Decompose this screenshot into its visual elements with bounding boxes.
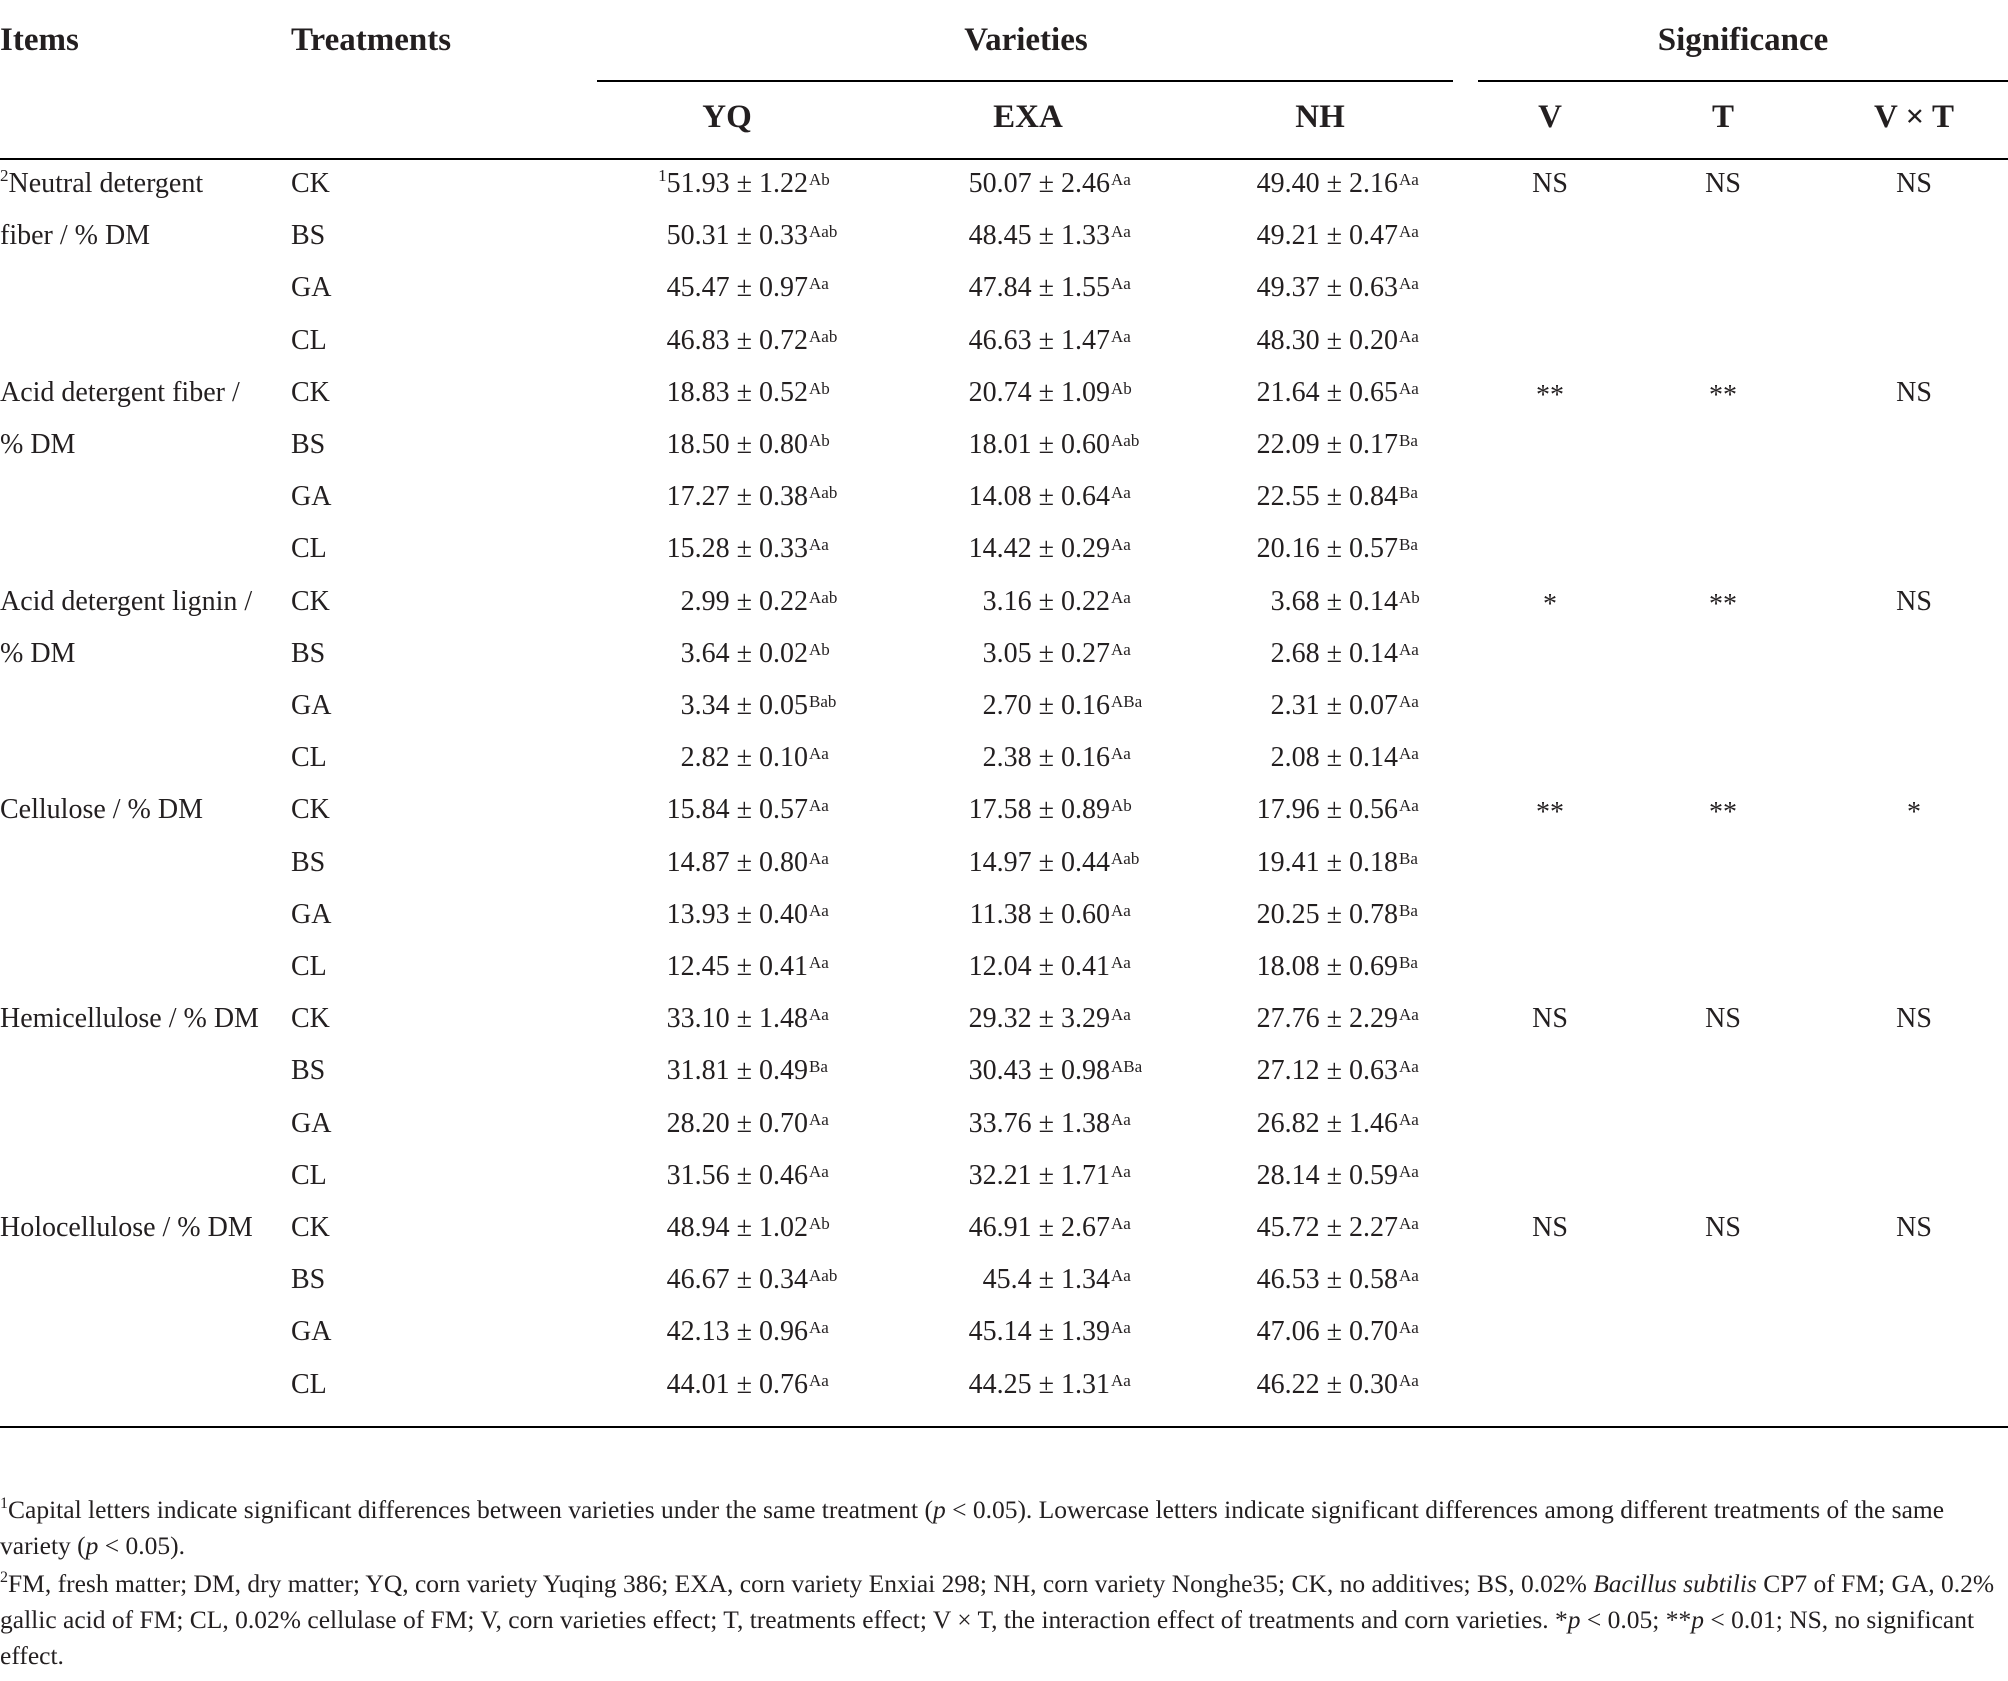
treatment-label: BS (291, 846, 326, 878)
significance-letters: Aa (1111, 744, 1131, 764)
value-cell-nh (1256, 794, 1419, 826)
value-mean-sd: 22.09 ± 0.17 (1256, 429, 1398, 460)
value-mean-sd: 2.38 ± 0.16 (982, 742, 1110, 774)
significance-letters: Aa (1111, 1266, 1131, 1286)
treatment-label: BS (291, 1264, 326, 1296)
item-label (0, 1005, 259, 1033)
item-label (0, 585, 253, 617)
value-cell-exa (982, 637, 1131, 669)
value-cell-exa (982, 690, 1143, 721)
table-bottom-rule (0, 1426, 2008, 1428)
value-cell-nh (1256, 1368, 1419, 1400)
value-cell-nh (1256, 533, 1418, 565)
value-cell-yq (666, 1159, 829, 1191)
value-cell-exa (968, 1212, 1131, 1243)
value-mean-sd: 46.91 ± 2.67 (968, 1212, 1110, 1243)
value-cell-nh (1256, 429, 1418, 460)
significance-letters: Aab (809, 326, 838, 346)
significance-vxt: NS (1896, 585, 1932, 617)
value-mean-sd: 13.93 ± 0.40 (666, 898, 808, 930)
significance-letters: Aa (1399, 326, 1419, 346)
significance-letters: Aa (1111, 1370, 1131, 1390)
item-label-text: Hemicellulose / % DM (0, 1003, 259, 1035)
item-label-text: fiber / % DM (0, 220, 151, 252)
value-mean-sd: 45.4 ± 1.34 (982, 1264, 1110, 1296)
value-cell-exa (969, 898, 1131, 930)
header-significance: Significance (1657, 22, 1829, 58)
significance-letters: Ab (1399, 587, 1420, 607)
value-cell-exa (968, 846, 1140, 878)
significance-letters: Ba (1399, 900, 1418, 920)
treatment-label: CL (291, 1368, 327, 1400)
value-cell-yq (666, 846, 829, 878)
significance-letters: Aa (1399, 1005, 1419, 1025)
significance-letters: Aa (1111, 639, 1131, 659)
significance-vxt: NS (1896, 376, 1932, 408)
value-mean-sd: 27.76 ± 2.29 (1256, 1003, 1398, 1035)
value-mean-sd: 47.06 ± 0.70 (1256, 1316, 1398, 1348)
value-mean-sd: 44.01 ± 0.76 (666, 1368, 808, 1400)
significance-t: ** (1709, 797, 1737, 829)
value-mean-sd: 2.08 ± 0.14 (1270, 742, 1398, 774)
significance-letters: Aab (809, 587, 838, 607)
value-cell-exa (968, 1107, 1131, 1139)
item-label-text: % DM (0, 429, 76, 460)
significance-letters: Ba (1399, 848, 1418, 868)
significance-letters: Aa (809, 1370, 829, 1390)
value-cell-nh (1270, 742, 1419, 774)
significance-letters: Aa (809, 274, 829, 294)
value-cell-yq (666, 272, 829, 304)
value-mean-sd: 18.01 ± 0.60 (968, 429, 1110, 460)
value-mean-sd: 44.25 ± 1.31 (968, 1368, 1110, 1400)
value-cell-exa (968, 1316, 1131, 1348)
significance-letters: Ba (1399, 535, 1418, 555)
header-col-exa: EXA (993, 99, 1063, 135)
value-cell-exa (968, 1003, 1131, 1035)
footnote-1-marker: 1 (0, 1495, 8, 1512)
value-cell-nh (1270, 585, 1420, 617)
value-mean-sd: 28.14 ± 0.59 (1256, 1159, 1398, 1191)
value-mean-sd: 12.04 ± 0.41 (968, 951, 1110, 982)
significance-v: * (1543, 588, 1557, 620)
treatment-label: BS (291, 637, 326, 669)
value-cell-exa (968, 220, 1131, 252)
value-cell-exa (968, 324, 1131, 356)
header-treatments: Treatments (291, 22, 452, 58)
value-mean-sd: 20.74 ± 1.09 (968, 376, 1110, 408)
significance-t: ** (1709, 379, 1737, 411)
significance-t: NS (1705, 1212, 1741, 1243)
value-mean-sd: 18.83 ± 0.52 (666, 376, 808, 408)
value-mean-sd: 28.20 ± 0.70 (666, 1107, 808, 1139)
value-cell-exa (982, 585, 1131, 617)
significance-t: NS (1705, 168, 1741, 199)
significance-letters: ABa (1111, 692, 1143, 711)
value-mean-sd: 50.07 ± 2.46 (968, 168, 1110, 199)
significance-v: ** (1536, 379, 1564, 411)
significance-letters: Ab (1111, 796, 1132, 816)
significance-v: NS (1532, 1003, 1568, 1035)
significance-letters: Aa (1111, 274, 1131, 294)
significance-letters: Aab (809, 483, 838, 503)
value-cell-nh (1256, 898, 1418, 930)
treatment-label: CL (291, 1159, 327, 1191)
treatment-label: CL (291, 742, 327, 774)
value-mean-sd: 22.55 ± 0.84 (1256, 481, 1398, 513)
header-col-v: V (1538, 99, 1562, 135)
value-mean-sd: 2.82 ± 0.10 (680, 742, 808, 774)
significance-letters: Aab (1111, 431, 1140, 450)
significance-letters: Aa (1111, 1318, 1131, 1338)
value-cell-yq (666, 1003, 829, 1035)
value-cell-yq (666, 533, 829, 565)
value-cell-exa (968, 533, 1131, 565)
item-label-text: Holocellulose / % DM (0, 1212, 253, 1243)
significance-letters: Aa (1111, 483, 1131, 503)
value-mean-sd: 31.56 ± 0.46 (666, 1159, 808, 1191)
header-bottom-rule (0, 158, 2008, 160)
value-cell-yq (666, 1055, 828, 1087)
significance-v: NS (1532, 1212, 1568, 1243)
value-mean-sd: 46.22 ± 0.30 (1256, 1368, 1398, 1400)
value-mean-sd: 19.41 ± 0.18 (1256, 846, 1398, 878)
significance-letters: Aa (1399, 222, 1419, 242)
value-cell-yq (666, 898, 829, 930)
treatment-label: GA (291, 481, 332, 513)
value-cell-exa (968, 1055, 1143, 1087)
value-mean-sd: 3.16 ± 0.22 (982, 585, 1110, 617)
value-cell-yq (666, 481, 838, 513)
value-mean-sd: 42.13 ± 0.96 (666, 1316, 808, 1348)
treatment-label: CK (291, 376, 330, 408)
value-cell-exa (968, 951, 1131, 982)
significance-v: ** (1536, 797, 1564, 829)
value-cell-exa (968, 481, 1131, 513)
value-cell-nh (1256, 1212, 1419, 1243)
item-label (0, 222, 150, 250)
significance-letters: Aa (809, 1318, 829, 1338)
value-mean-sd: 45.72 ± 2.27 (1256, 1212, 1398, 1243)
value-cell-yq (680, 637, 830, 669)
treatment-label: GA (291, 272, 332, 304)
value-cell-yq (658, 166, 830, 199)
value-mean-sd: 21.64 ± 0.65 (1256, 376, 1398, 408)
significance-letters: Ba (1399, 483, 1418, 503)
significance-letters: Ab (809, 639, 830, 659)
significance-t: ** (1709, 588, 1737, 620)
value-cell-exa (968, 794, 1132, 826)
treatment-label: CK (291, 794, 330, 826)
value-mean-sd: 48.45 ± 1.33 (968, 220, 1110, 252)
significance-letters: Aa (1399, 378, 1419, 398)
value-cell-yq (666, 324, 838, 356)
treatment-label: CK (291, 585, 330, 617)
value-cell-yq (666, 794, 829, 826)
value-mean-sd: 14.97 ± 0.44 (968, 846, 1110, 878)
significance-letters: Aa (1111, 170, 1131, 189)
value-cell-nh (1270, 690, 1419, 721)
significance-letters: Aab (1111, 848, 1140, 868)
value-cell-nh (1256, 1055, 1419, 1087)
value-mean-sd: 48.94 ± 1.02 (666, 1212, 808, 1243)
significance-letters: Ab (1111, 378, 1132, 398)
significance-letters: Aa (1399, 692, 1419, 711)
value-cell-yq (680, 585, 838, 617)
value-cell-yq (680, 690, 837, 721)
value-mean-sd: 48.30 ± 0.20 (1256, 324, 1398, 356)
value-mean-sd: 17.58 ± 0.89 (968, 794, 1110, 826)
treatment-label: CK (291, 1212, 330, 1243)
footnote-1: $^1$Capital letters indicate significant differences between varieties under the same treatment (p < 0.05). Lowercase letters indicate significant differences among different treatments of the same variety (p < 0.05). (0, 1495, 1945, 1560)
value-cell-exa (968, 429, 1140, 460)
header-col-vxt: V × T (1874, 99, 1954, 135)
significance-letters: Aa (809, 1005, 829, 1025)
value-cell-yq (666, 376, 830, 408)
item-label-text: Cellulose / % DM (0, 794, 203, 826)
significance-letters: Ab (809, 1214, 830, 1233)
value-cell-nh (1270, 637, 1419, 669)
significance-letters: Aa (1399, 1109, 1419, 1129)
significance-letters: Aa (1399, 639, 1419, 659)
value-mean-sd: 11.38 ± 0.60 (969, 898, 1110, 930)
treatment-label: BS (291, 1055, 326, 1087)
significance-letters: Aa (809, 848, 829, 868)
value-mean-sd: 14.42 ± 0.29 (968, 533, 1110, 565)
value-mean-sd: 47.84 ± 1.55 (968, 272, 1110, 304)
value-cell-nh (1256, 846, 1418, 878)
value-mean-sd: 2.68 ± 0.14 (1270, 637, 1398, 669)
significance-letters: Aa (809, 535, 829, 555)
significance-letters: Ab (809, 431, 830, 450)
value-mean-sd: 17.27 ± 0.38 (666, 481, 808, 513)
significance-t: NS (1705, 1003, 1741, 1035)
treatment-label: GA (291, 898, 332, 930)
significance-letters: Aa (1399, 1318, 1419, 1338)
header-col-nh: NH (1295, 99, 1345, 135)
significance-letters: Ba (809, 1057, 828, 1077)
item-label (0, 376, 240, 408)
treatment-label: CL (291, 951, 327, 982)
value-footnote-marker: 1 (658, 166, 667, 185)
significance-letters: Aa (809, 1161, 829, 1181)
significance-vxt: NS (1896, 1212, 1932, 1243)
value-cell-nh (1256, 220, 1419, 252)
value-mean-sd: 15.84 ± 0.57 (666, 794, 808, 826)
value-cell-exa (968, 376, 1132, 408)
item-label (0, 796, 203, 824)
header-col-t: T (1711, 99, 1735, 135)
significance-letters: Aa (809, 796, 829, 816)
value-mean-sd: 15.28 ± 0.33 (666, 533, 808, 565)
significance-letters: Ba (1399, 431, 1418, 450)
value-mean-sd: 33.10 ± 1.48 (666, 1003, 808, 1035)
item-label (0, 431, 75, 459)
value-cell-nh (1256, 951, 1418, 982)
significance-letters: Aa (1111, 1109, 1131, 1129)
value-mean-sd: 45.14 ± 1.39 (968, 1316, 1110, 1348)
value-cell-exa (982, 1264, 1131, 1296)
value-cell-yq (666, 1316, 829, 1348)
value-mean-sd: 20.16 ± 0.57 (1256, 533, 1398, 565)
varieties-underline (597, 80, 1453, 82)
significance-letters: Aa (1111, 900, 1131, 920)
item-label-text: Acid detergent fiber / (0, 376, 240, 408)
treatment-label: GA (291, 1316, 332, 1348)
value-mean-sd: 31.81 ± 0.49 (666, 1055, 808, 1087)
significance-letters: Aa (1111, 1214, 1131, 1233)
value-mean-sd: 49.40 ± 2.16 (1256, 168, 1398, 199)
value-mean-sd: 30.43 ± 0.98 (968, 1055, 1110, 1087)
header-varieties: Varieties (964, 22, 1088, 58)
significance-letters: Aa (1399, 744, 1419, 764)
treatment-label: CK (291, 1003, 330, 1035)
value-mean-sd: 2.70 ± 0.16 (982, 690, 1110, 721)
significance-letters: Aa (809, 744, 829, 764)
significance-letters: Aa (1399, 274, 1419, 294)
significance-letters: Aa (1399, 1266, 1419, 1286)
value-cell-exa (968, 168, 1131, 199)
item-label (0, 166, 204, 199)
value-cell-nh (1256, 1316, 1419, 1348)
value-mean-sd: 51.93 ± 1.22 (666, 168, 808, 199)
treatment-label: CL (291, 324, 327, 356)
footnote-2: $^2$FM, fresh matter; DM, dry matter; YQ, corn variety Yuqing 386; EXA, corn variety Enxiai 298; NH, corn variety Nonghe35; CK, no additives; BS, 0.02% Bacillus subtilis CP7 of FM; GA, 0.2% gallic acid of FM; CL, 0.02% cellulase of FM; V, corn varieties effect; T, treatments effect; V × T, the interaction effect of treatments and corn varieties. *p < 0.05; **p < 0.01; NS, no significant effect. (0, 1569, 1995, 1670)
value-mean-sd: 14.08 ± 0.64 (968, 481, 1110, 513)
significance-letters: Aa (1399, 1214, 1419, 1233)
treatment-label: BS (291, 429, 326, 460)
significance-letters: Aa (1399, 1057, 1419, 1077)
significance-letters: Aa (1111, 535, 1131, 555)
value-mean-sd: 46.67 ± 0.34 (666, 1264, 808, 1296)
value-mean-sd: 12.45 ± 0.41 (666, 951, 808, 982)
significance-v: NS (1532, 168, 1568, 199)
value-mean-sd: 2.31 ± 0.07 (1270, 690, 1398, 721)
significance-letters: Aa (1111, 587, 1131, 607)
treatment-label: BS (291, 220, 326, 252)
value-mean-sd: 50.31 ± 0.33 (666, 220, 808, 252)
value-mean-sd: 27.12 ± 0.63 (1256, 1055, 1398, 1087)
significance-letters: Aab (809, 1266, 838, 1286)
significance-letters: Aa (1399, 170, 1419, 189)
significance-letters: Aab (809, 222, 838, 242)
value-cell-exa (968, 1368, 1131, 1400)
value-cell-yq (666, 1107, 829, 1139)
significance-letters: Aa (1111, 222, 1131, 242)
value-cell-nh (1256, 168, 1419, 199)
value-mean-sd: 20.25 ± 0.78 (1256, 898, 1398, 930)
significance-letters: Aa (809, 953, 829, 972)
value-mean-sd: 29.32 ± 3.29 (968, 1003, 1110, 1035)
value-mean-sd: 3.68 ± 0.14 (1270, 585, 1398, 617)
significance-letters: Bab (809, 692, 837, 711)
significance-letters: Ab (809, 170, 830, 189)
significance-letters: Aa (1111, 326, 1131, 346)
value-mean-sd: 3.05 ± 0.27 (982, 637, 1110, 669)
value-mean-sd: 18.50 ± 0.80 (666, 429, 808, 460)
treatment-label: GA (291, 690, 332, 721)
significance-vxt: NS (1896, 1003, 1932, 1035)
item-label (0, 637, 76, 669)
footnote-2-marker: 2 (0, 1569, 8, 1586)
value-cell-nh (1256, 272, 1419, 304)
treatment-label: GA (291, 1107, 332, 1139)
value-mean-sd: 17.96 ± 0.56 (1256, 794, 1398, 826)
value-mean-sd: 32.21 ± 1.71 (968, 1159, 1110, 1191)
value-cell-exa (968, 1159, 1131, 1191)
significance-vxt: * (1907, 797, 1921, 829)
value-mean-sd: 46.53 ± 0.58 (1256, 1264, 1398, 1296)
treatment-label: CL (291, 533, 327, 565)
value-mean-sd: 2.99 ± 0.22 (680, 585, 808, 617)
significance-letters: ABa (1111, 1057, 1143, 1077)
value-mean-sd: 49.21 ± 0.47 (1256, 220, 1398, 252)
value-mean-sd: 46.83 ± 0.72 (666, 324, 808, 356)
significance-letters: Aa (1111, 1005, 1131, 1025)
value-cell-yq (666, 1368, 829, 1400)
significance-letters: Aa (1111, 1161, 1131, 1181)
value-mean-sd: 14.87 ± 0.80 (666, 846, 808, 878)
value-mean-sd: 46.63 ± 1.47 (968, 324, 1110, 356)
value-mean-sd: 26.82 ± 1.46 (1256, 1107, 1398, 1139)
item-footnote-marker: 2 (0, 166, 9, 185)
value-cell-nh (1256, 1107, 1419, 1139)
value-cell-yq (680, 742, 829, 774)
header-items: Items (0, 22, 79, 58)
value-cell-yq (666, 951, 829, 982)
value-cell-nh (1256, 324, 1419, 356)
item-label-text: Acid detergent lignin / (0, 585, 253, 617)
value-mean-sd: 18.08 ± 0.69 (1256, 951, 1398, 982)
value-mean-sd: 33.76 ± 1.38 (968, 1107, 1110, 1139)
significance-letters: Aa (809, 1109, 829, 1129)
value-mean-sd: 3.64 ± 0.02 (680, 637, 808, 669)
value-cell-nh (1256, 481, 1418, 513)
significance-letters: Aa (1399, 1161, 1419, 1181)
value-cell-nh (1256, 1264, 1419, 1296)
header-col-yq: YQ (702, 99, 752, 135)
value-cell-exa (982, 742, 1131, 774)
value-mean-sd: 49.37 ± 0.63 (1256, 272, 1398, 304)
value-cell-nh (1256, 376, 1419, 408)
item-label-text: Neutral detergent (8, 168, 204, 199)
value-cell-yq (666, 220, 838, 252)
item-label (0, 1214, 253, 1242)
significance-letters: Aa (1111, 953, 1131, 972)
value-cell-nh (1256, 1159, 1419, 1191)
treatment-label: CK (291, 168, 330, 199)
significance-letters: Aa (1399, 1370, 1419, 1390)
value-cell-yq (666, 1212, 830, 1243)
value-mean-sd: 45.47 ± 0.97 (666, 272, 808, 304)
significance-vxt: NS (1896, 168, 1932, 199)
item-label-text: % DM (0, 637, 76, 669)
significance-letters: Aa (809, 900, 829, 920)
value-mean-sd: 3.34 ± 0.05 (680, 690, 808, 721)
significance-underline (1478, 80, 2008, 82)
value-cell-yq (666, 429, 830, 460)
significance-letters: Aa (1399, 796, 1419, 816)
value-cell-exa (968, 272, 1131, 304)
value-cell-yq (666, 1264, 838, 1296)
significance-letters: Ba (1399, 953, 1418, 972)
value-cell-nh (1256, 1003, 1419, 1035)
significance-letters: Ab (809, 378, 830, 398)
